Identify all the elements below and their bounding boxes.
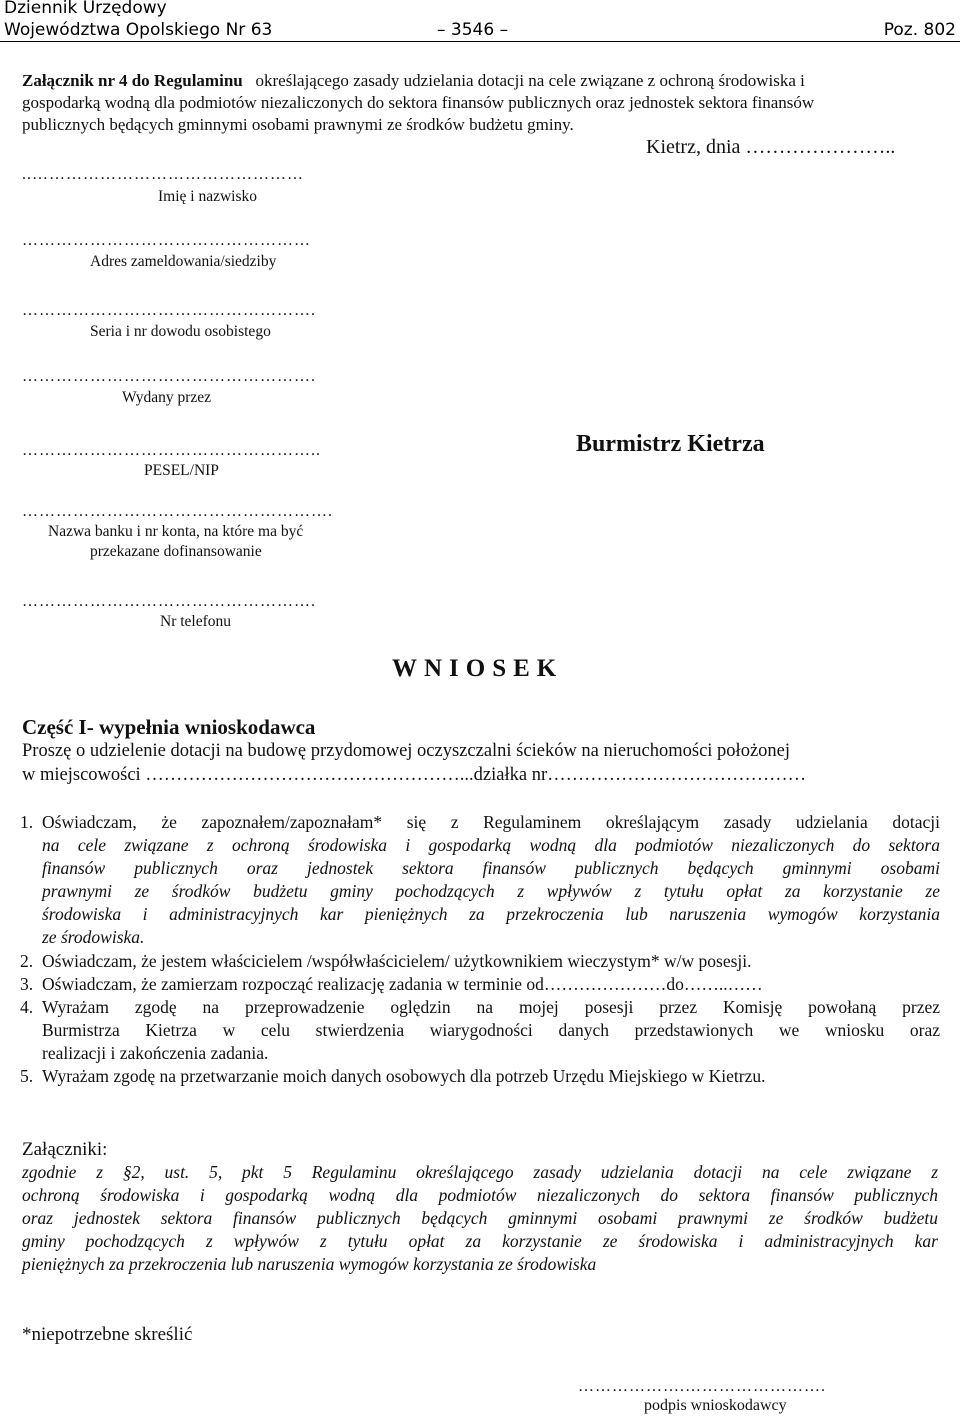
declaration-line: na cele związane z ochroną środowiska i gospodarką wodną dla podmiotów niezaliczonych do sektora bbox=[42, 835, 940, 855]
field-dots-issued: ……………………………………………. bbox=[22, 368, 316, 385]
page-number: – 3546 – bbox=[437, 20, 509, 40]
document-title: WNIOSEK bbox=[392, 655, 564, 682]
place-date: Kietrz, dnia ………………….. bbox=[646, 136, 896, 158]
journal-issue: Województwa Opolskiego Nr 63 bbox=[4, 20, 273, 40]
part1-heading: Część I- wypełnia wnioskodawca bbox=[22, 715, 316, 739]
attachment-text: określającego zasady udzielania dotacji na cele związane z ochroną środowiska i bbox=[255, 71, 805, 90]
field-dots-bank: ………………………………………………. bbox=[22, 503, 333, 520]
attachments-text bbox=[22, 1161, 938, 1276]
field-dots-pesel: …………………………………………….. bbox=[22, 442, 321, 459]
attachments-line: gminy pochodzących z wpływów z tytułu opłat za korzystanie ze środowiska i administracyjnych kar bbox=[22, 1231, 938, 1251]
attachment-line-3: publicznych będących gminnymi osobami prawnymi ze środków budżetu gminy. bbox=[22, 115, 574, 134]
declaration-number: 1. bbox=[20, 812, 34, 832]
declaration-line: finansów publicznych oraz jednostek sektora finansów publicznych będących gminnymi osobami bbox=[42, 858, 940, 878]
part1-intro-2: w miejscowości ……………………………………………...działka nr…………………………………… bbox=[22, 765, 807, 785]
declaration-line: realizacji i zakończenia zadania. bbox=[42, 1043, 269, 1063]
signature-dots: ……………….……………………. bbox=[578, 1378, 826, 1395]
declaration-number: 3. bbox=[20, 974, 34, 994]
declaration-line: Wyrażam zgodę na przetwarzanie moich danych osobowych dla potrzeb Urzędu Miejskiego w Kietrzu. bbox=[42, 1066, 766, 1086]
declaration-number: 2. bbox=[20, 951, 34, 971]
declaration-number: 5. bbox=[20, 1066, 34, 1086]
field-label-name: Imię i nazwisko bbox=[158, 188, 258, 205]
footnote: *niepotrzebne skreślić bbox=[22, 1324, 193, 1345]
attachments-line: zgodnie z §2, ust. 5, pkt 5 Regulaminu określającego zasady udzielania dotacji na cele związane z bbox=[22, 1162, 938, 1182]
declaration-line: Oświadczam, że jestem właścicielem /współwłaścicielem/ użytkownikiem wieczystym* w/w posesji. bbox=[42, 951, 752, 971]
declaration-line: Wyrażam zgodę na przeprowadzenie oględzin na mojej posesji przez Komisję powołaną przez bbox=[42, 997, 940, 1017]
declaration-line: ze środowiska. bbox=[42, 927, 145, 947]
field-label-pesel: PESEL/NIP bbox=[144, 462, 219, 479]
position-number: Poz. 802 bbox=[883, 20, 956, 40]
attachment-line-2: gospodarką wodną dla podmiotów niezaliczonych do sektora finansów publicznych oraz jednostek sektora finansów bbox=[22, 93, 815, 112]
field-label-id: Seria i nr dowodu osobistego bbox=[90, 323, 271, 340]
declaration-number: 4. bbox=[20, 997, 34, 1017]
attachments-heading: Załączniki: bbox=[22, 1139, 108, 1160]
field-dots-name: ..………………………………………… bbox=[22, 166, 304, 183]
field-label-issued: Wydany przez bbox=[122, 389, 212, 406]
declaration-line: prawnymi ze środków budżetu gminy pochodzących z wpływów z tytułu opłat za korzystanie ze bbox=[42, 881, 940, 901]
attachments-line: pieniężnych za przekroczenia lub naruszenia wymogów korzystania ze środowiska bbox=[22, 1254, 597, 1274]
attachments-line: oraz jednostek sektora finansów publicznych będących gminnymi osobami prawnymi ze środków budżetu bbox=[22, 1208, 938, 1228]
part1-intro-1: Proszę o udzielenie dotacji na budowę przydomowej oczyszczalni ścieków na nieruchomości położonej bbox=[22, 741, 791, 761]
field-dots-phone: ……………………………………………. bbox=[22, 593, 316, 610]
journal-name: Dziennik Urzędowy bbox=[4, 0, 167, 18]
field-dots-id: ……………………………………………. bbox=[22, 302, 316, 319]
field-label-bank: Nazwa banku i nr konta, na które ma być bbox=[48, 523, 304, 540]
header-rule bbox=[0, 41, 960, 42]
recipient: Burmistrz Kietrza bbox=[576, 431, 765, 457]
signature-label: podpis wnioskodawcy bbox=[644, 1397, 787, 1414]
declarations-list bbox=[20, 811, 940, 1091]
field-dots-address: …………………………………………… bbox=[22, 232, 311, 249]
attachment-title: Załącznik nr 4 do Regulaminu bbox=[22, 71, 243, 90]
declaration-line: Oświadczam, że zapoznałem/zapoznałam* się z Regulaminem określającym zasady udzielania dotacji bbox=[42, 812, 940, 832]
field-label-bank-2: przekazane dofinansowanie bbox=[90, 543, 262, 560]
attachments-line: ochroną środowiska i gospodarką wodną dla podmiotów niezaliczonych do sektora finansów publicznych bbox=[22, 1185, 938, 1205]
declaration-line: Oświadczam, że zamierzam rozpocząć realizację zadania w terminie od…………………do……..…… bbox=[42, 974, 763, 994]
attachment-note bbox=[22, 70, 938, 136]
declaration-line: środowiska i administracyjnych kar pieniężnych za przekroczenia lub naruszenia wymogów korzystania bbox=[42, 904, 940, 924]
field-label-address: Adres zameldowania/siedziby bbox=[90, 253, 277, 270]
declaration-line: Burmistrza Kietrza w celu stwierdzenia wiarygodności danych przedstawionych we wniosku oraz bbox=[42, 1020, 940, 1040]
field-label-phone: Nr telefonu bbox=[160, 613, 232, 630]
